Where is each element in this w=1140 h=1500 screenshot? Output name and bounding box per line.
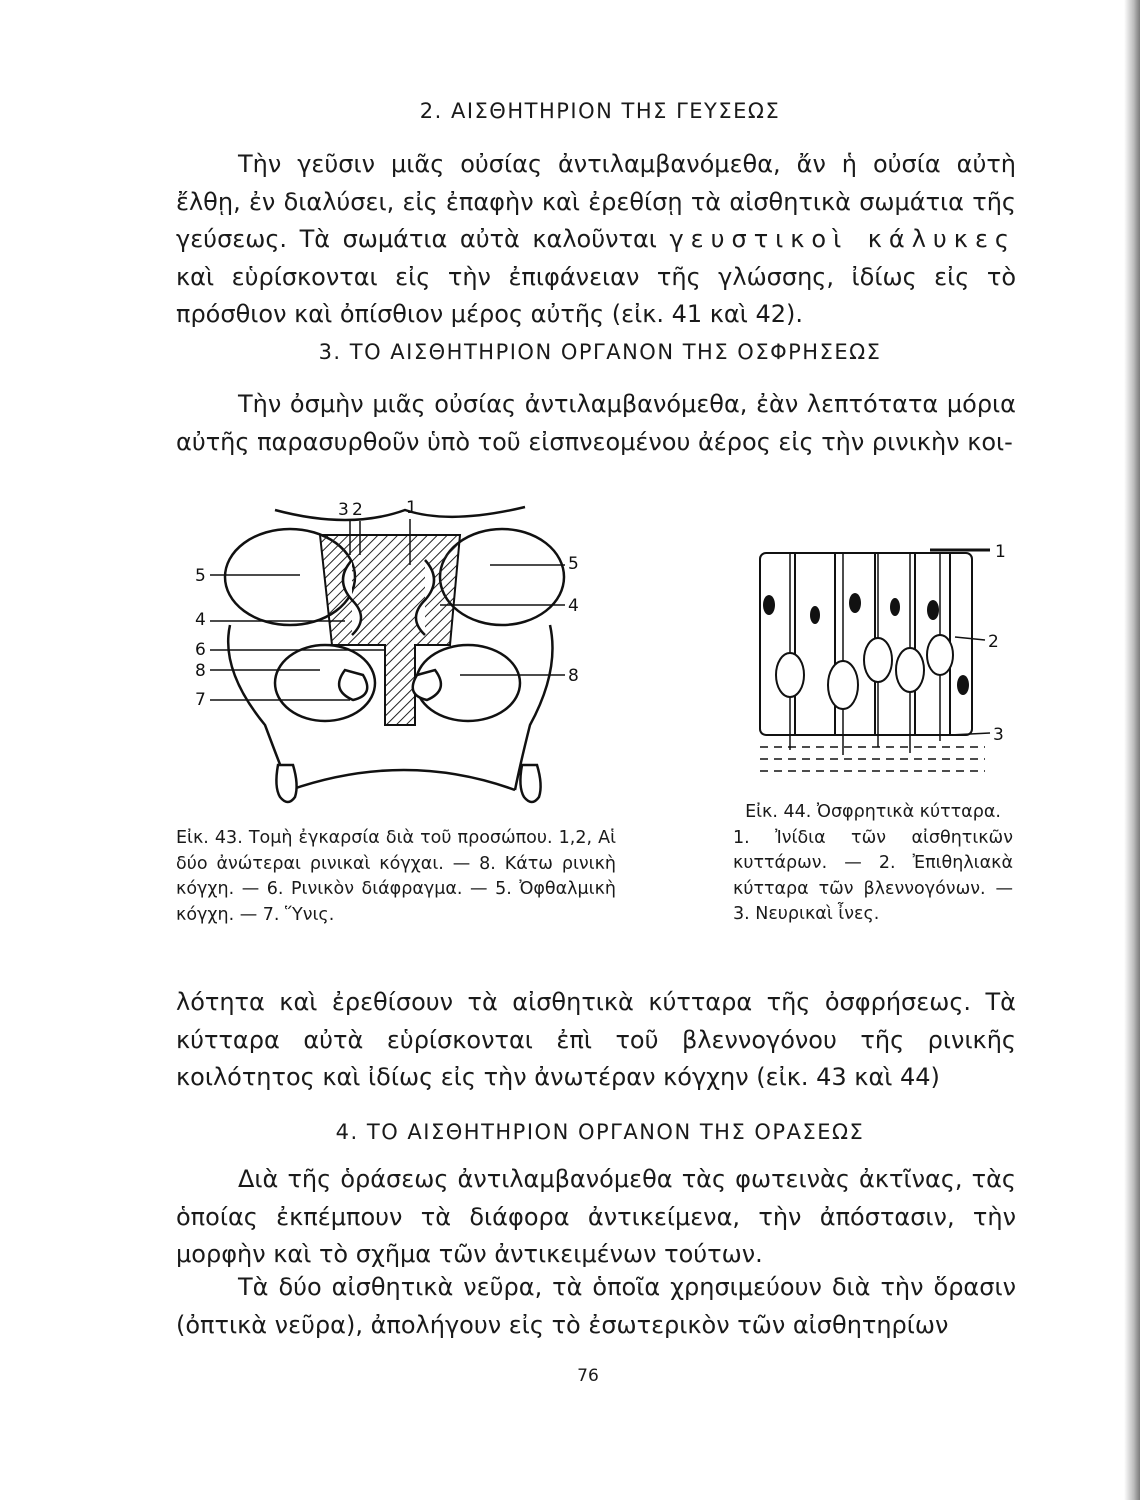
fig44-label-2: 2	[988, 632, 999, 652]
fig43-label-8-left: 8	[195, 661, 206, 681]
figure-43-caption: Εἰκ. 43. Τομὴ ἐγκαρσία διὰ τοῦ προσώπου. 1,2, Αἱ δύο ἀνώτεραι ρινικαὶ κόγχαι. — 8. Κάτω ρινικὴ κόγχη. — 6. Ρινικὸν διάφραγμα. — 5. Ὀφθαλμικὴ κόγχη. — 7. Ὕνις.	[176, 828, 616, 925]
page-edge-shadow	[1124, 0, 1140, 1500]
fig43-label-2: 2	[352, 500, 363, 520]
fig43-right-tooth	[520, 765, 540, 802]
fig43-label-1: 1	[406, 498, 417, 518]
fig44-cell-1	[776, 653, 804, 697]
fig43-label-7: 7	[195, 690, 206, 710]
fig43-palate-contour	[290, 770, 515, 790]
fig44-cell-4	[896, 648, 924, 692]
page-number: 76	[577, 1366, 599, 1386]
taste-text-1: Τὴν γεῦσιν μιᾶς οὐσίας ἀντιλαμβανόμεθα, ἄν ἡ οὐσία αὐτὴ ἔλθῃ, ἐν διαλύσει, εἰς ἐπαφὴν καὶ ἐρεθίσῃ τὰ αἰσθητικὰ σωμάτια τῆς γεύσεως. Τὰ σωμάτια αὐτὰ καλοῦνται	[176, 150, 1016, 253]
fig44-caption-title: Εἰκ. 44. Ὀσφρητικὰ κύτταρα.	[745, 802, 1001, 822]
fig43-label-5-right: 5	[568, 554, 579, 574]
heading-sight: 4. ΤΟ ΑΙΣΘΗΤΗΡΙΟΝ ΟΡΓΑΝΟΝ ΤΗΣ ΟΡΑΣΕΩΣ	[335, 1120, 865, 1144]
fig43-right-lower-concha	[413, 670, 441, 700]
heading-smell: 3. ΤΟ ΑΙΣΘΗΤΗΡΙΟΝ ΟΡΓΑΝΟΝ ΤΗΣ ΟΣΦΡΗΣΕΩΣ	[318, 340, 882, 364]
fig44-cell-3	[864, 638, 892, 682]
fig43-left-tooth	[276, 765, 296, 802]
fig44-label-1: 1	[995, 542, 1006, 562]
fig43-label-5-left: 5	[195, 566, 206, 586]
fig43-nasal-septum	[320, 535, 460, 725]
fig44-cell-5	[927, 635, 953, 675]
fig43-left-lower-concha	[339, 670, 367, 700]
paragraph-taste	[176, 146, 1016, 334]
paragraph-sight-2: Τὰ δύο αἰσθητικὰ νεῦρα, τὰ ὁποῖα χρησιμεύουν διὰ τὴν ὅρασιν (ὀπτικὰ νεῦρα), ἀπολήγουν εἰς τὸ ἐσωτερικὸν τῶν αἰσθητηρίων	[176, 1273, 1016, 1339]
taste-text-2: καὶ εὑρίσκονται εἰς τὴν ἐπιφάνειαν τῆς γλώσσης, ἰδίως εἰς τὸ πρόσθιον καὶ ὀπίσθιον μέρος αὐτῆς (εἰκ. 41 καὶ 42).	[176, 262, 1016, 328]
figure-44-caption	[733, 800, 1013, 928]
paragraph-sight-1: Διὰ τῆς ὁράσεως ἀντιλαμβανόμεθα τὰς φωτεινὰς ἀκτῖνας, τὰς ὁποίας ἐκπέμπουν τὰ διάφορα ἀντικείμενα, τὴν ἀπόστασιν, τὴν μορφὴν καὶ τὸ σχῆμα τῶν ἀντικειμένων τούτων.	[176, 1165, 1016, 1268]
paragraph-smell-end: λότητα καὶ ἐρεθίσουν τὰ αἰσθητικὰ κύτταρα τῆς ὀσφρήσεως. Τὰ κύτταρα αὐτὰ εὑρίσκονται ἐπὶ τοῦ βλεννογόνου τῆς ρινικῆς κοιλότητος καὶ ἰδίως εἰς τὴν ἀνωτέραν κόγχην (εἰκ. 43 καὶ 44)	[176, 988, 1016, 1091]
fig44-label-3: 3	[993, 725, 1004, 745]
figure-43-diagram	[170, 495, 610, 825]
fig44-caption-body: 1. Ἰνίδια τῶν αἰσθητικῶν κυττάρων. — 2. Ἐπιθηλιακὰ κύτταρα τῶν βλεννογόνων. — 3. Νευρικαὶ ἶνες.	[733, 827, 1013, 924]
fig43-label-6: 6	[195, 640, 206, 660]
fig43-label-4-right: 4	[568, 596, 579, 616]
heading-taste: 2. ΑΙΣΘΗΤΗΡΙΟΝ ΤΗΣ ΓΕΥΣΕΩΣ	[419, 99, 781, 123]
fig43-top-contour	[275, 507, 525, 520]
fig43-label-3: 3	[338, 500, 349, 520]
paragraph-smell-start: Τὴν ὀσμὴν μιᾶς οὐσίας ἀντιλαμβανόμεθα, ἐὰν λεπτότατα μόρια αὐτῆς παρασυρθοῦν ὑπὸ τοῦ εἰσπνεομένου ἀέρος εἰς τὴν ρινικὴν κοι-	[176, 390, 1016, 456]
figure-44-diagram	[745, 535, 1025, 775]
fig43-label-8-right: 8	[568, 666, 579, 686]
taste-term: γευστικοὶ κάλυκες	[669, 225, 1017, 253]
fig44-cell-2	[828, 661, 858, 709]
fig43-label-4-left: 4	[195, 610, 206, 630]
